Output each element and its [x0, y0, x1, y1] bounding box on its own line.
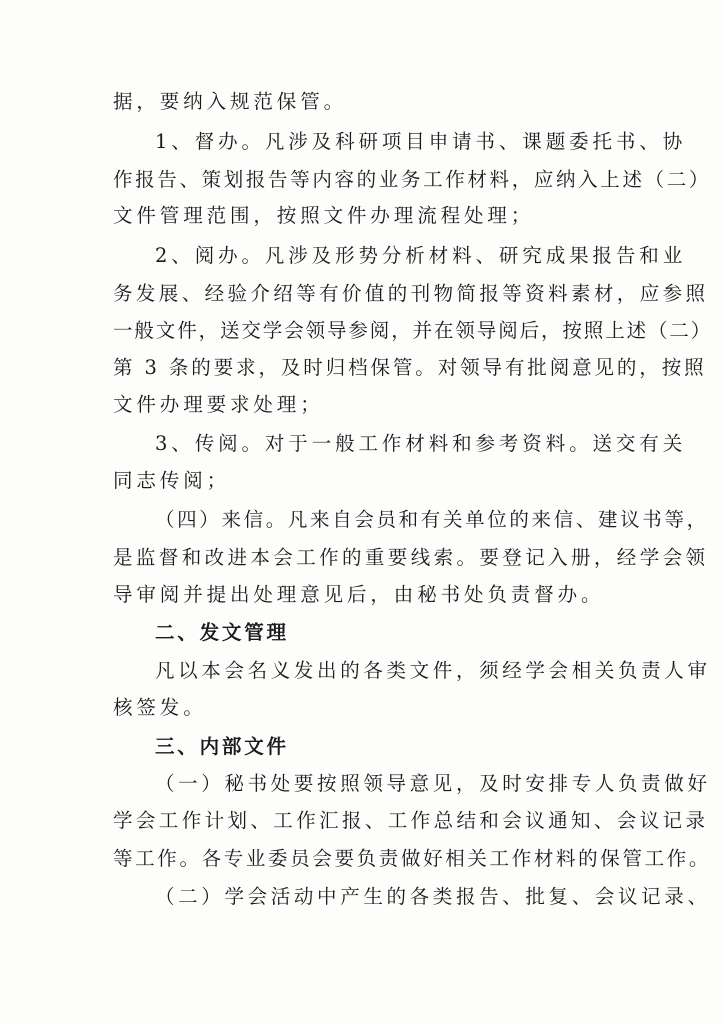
text-line: 是监督和改进本会工作的重要线索。要登记入册，经学会领	[113, 546, 709, 569]
text-line: 导审阅并提出处理意见后，由秘书处负责督办。	[113, 583, 605, 606]
text-line: 学会工作计划、工作汇报、工作总结和会议通知、会议记录	[113, 809, 709, 832]
section-heading: 二、发文管理	[155, 621, 289, 644]
text-line: 第 3 条的要求，及时归档保管。对领导有批阅意见的，按照	[113, 356, 707, 379]
text-line: （一）秘书处要按照领导意见，及时安排专人负责做好	[155, 772, 711, 795]
text-line: 等工作。各专业委员会要负责做好相关工作材料的保管工作。	[113, 847, 712, 870]
text-line: 凡以本会名义发出的各类文件，须经学会相关负责人审	[155, 659, 711, 682]
text-line: 同志传阅；	[113, 469, 231, 492]
text-line: 文件管理范围，按照文件办理流程处理；	[113, 204, 535, 227]
text-line: 2、阅办。凡涉及形势分析材料、研究成果报告和业	[155, 244, 687, 267]
text-line: 文件办理要求处理；	[113, 393, 324, 416]
text-line: 据，要纳入规范保管。	[113, 90, 348, 113]
text-line: （二）学会活动中产生的各类报告、批复、会议记录、	[155, 885, 711, 908]
text-line: 核签发。	[113, 696, 207, 719]
text-line: 作报告、策划报告等内容的业务工作材料，应纳入上述（二）	[113, 168, 712, 191]
text-line: 1、督办。凡涉及科研项目申请书、课题委托书、协	[155, 130, 687, 153]
text-line: 一般文件，送交学会领导参阅，并在领导阅后，按照上述（二）	[113, 319, 713, 342]
text-line: 3、传阅。对于一般工作材料和参考资料。送交有关	[155, 432, 687, 455]
text-line: 务发展、经验介绍等有价值的刊物简报等资料素材，应参照	[113, 282, 709, 305]
section-heading: 三、内部文件	[155, 735, 289, 758]
text-line: （四）来信。凡来自会员和有关单位的来信、建议书等，	[155, 508, 709, 531]
